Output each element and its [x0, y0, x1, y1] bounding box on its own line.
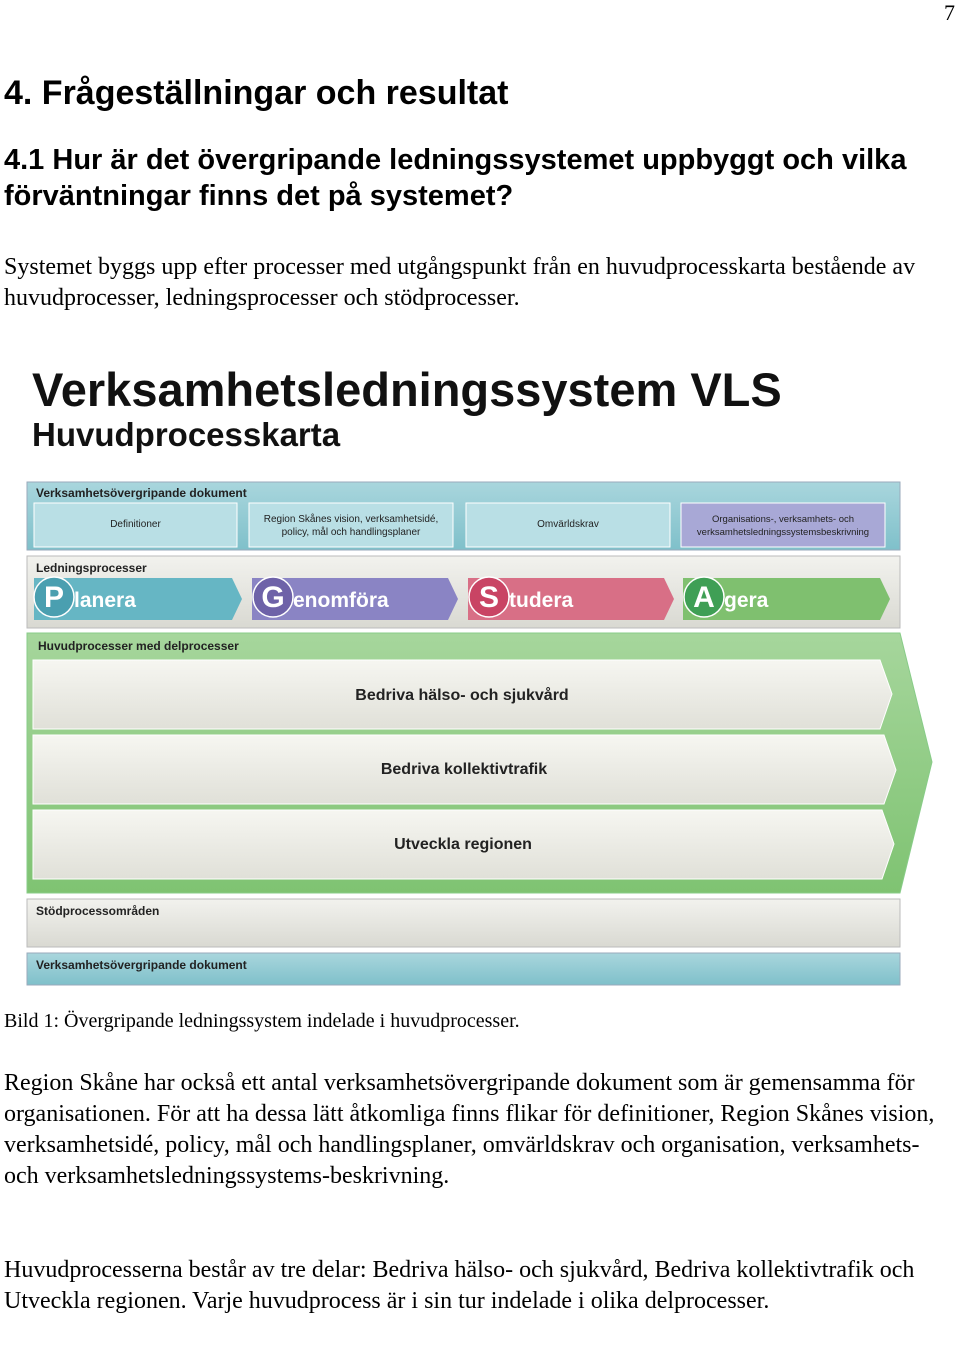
planera-text: P lanera [43, 581, 136, 614]
page-number: 7 [944, 0, 955, 25]
bottom-documents-label: Verksamhetsövergripande dokument [36, 958, 247, 972]
process-1-label: Bedriva hälso- och sjukvård [355, 687, 569, 704]
agera-text: A gera [693, 581, 769, 614]
main-processes-label: Huvudprocesser med delprocesser [38, 639, 239, 653]
section-heading: 4. Frågeställningar och resultat [4, 74, 509, 112]
support-label: Stödprocessområden [36, 904, 160, 918]
top-documents-label: Verksamhetsövergripande dokument [36, 486, 247, 500]
figure-subtitle: Huvudprocesskarta [32, 416, 341, 453]
tab-organisation-label: Organisations-, verksamhets- och verksamhetsledningssystemsbeskrivning [696, 514, 870, 538]
figure-caption: Bild 1: Övergripande ledningssystem indelade i huvudprocesser. [4, 1010, 520, 1032]
process-3-label: Utveckla regionen [394, 836, 532, 853]
tab-omvarldskrav-label: Omvärldskrav [537, 519, 599, 530]
body-paragraph-3: Huvudprocesserna består av tre delar: Bedriva hälso- och sjukvård, Bedriva kollektivtrafik och Utveckla regionen. Varje huvudprocess är i sin tur indelade i olika delprocesser. [4, 1257, 915, 1314]
studera-text: S tudera [478, 581, 574, 614]
subsection-heading: 4.1 Hur är det övergripande ledningssystemet uppbyggt och vilka förväntningar finns det på systemet? [4, 144, 907, 212]
intro-paragraph: Systemet byggs upp efter processer med utgångspunkt från en huvudprocesskarta bestående av huvudprocesser, ledningsprocesser och stödprocesser. [4, 254, 916, 311]
genomfora-text: G enomföra [261, 581, 389, 614]
tab-vision-label: Region Skånes vision, verksamhetsidé, policy, mål och handlingsplaner [263, 514, 439, 538]
figure-title: Verksamhetsledningssystem VLS [32, 363, 782, 416]
tab-definitions-label: Definitioner [110, 519, 161, 530]
process-2-label: Bedriva kollektivtrafik [380, 761, 548, 778]
body-paragraph-2: Region Skåne har också ett antal verksamhetsövergripande dokument som är gemensamma för organisationen. För att ha dessa lätt åtkomliga finns flikar för definitioner, Region Skånes vision, verksamhetsidé, policy, mål och handlingsplaner, omvärldskrav och organisation, verksamhets- och verksamhetsledningssystems-beskrivning. [4, 1070, 935, 1189]
management-label: Ledningsprocesser [36, 561, 147, 575]
